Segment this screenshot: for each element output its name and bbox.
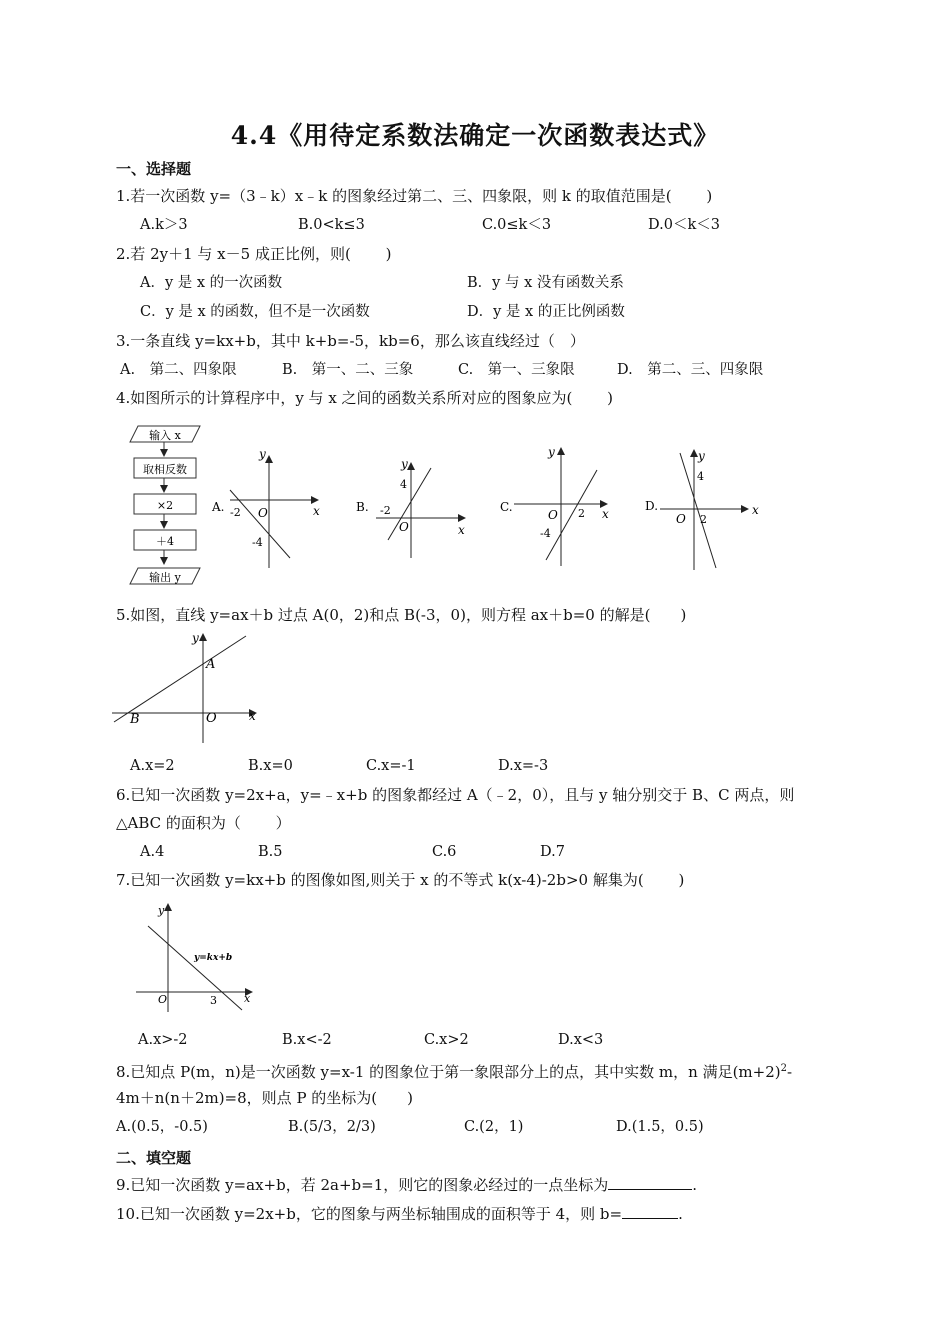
q7-line-label: y=kx+b	[194, 953, 233, 963]
q10-stem: 10.已知一次函数 y=2x+b，它的图象与两坐标轴围成的面积等于 4，则 b=	[116, 1205, 623, 1223]
graph-a-tick-y: -4	[252, 536, 263, 549]
q6-option-d: D.7	[540, 844, 565, 860]
graph-d-label: D.	[645, 499, 659, 513]
q5-origin: O	[206, 711, 217, 726]
q6-option-a: A.4	[140, 844, 165, 860]
q3-option-d: D. 第二、三、四象限	[617, 362, 764, 378]
q9-answer-blank[interactable]	[608, 1175, 692, 1190]
graph-d-y-label: y	[698, 449, 705, 463]
graph-b-origin: O	[399, 520, 409, 534]
q4-graph-c	[500, 445, 609, 566]
q4-graph-d	[645, 449, 759, 570]
question-4-stem: 4.如图所示的计算程序中，y 与 x 之间的函数关系所对应的图象应为( )	[116, 389, 614, 407]
q5-option-b: B.x=0	[248, 758, 293, 774]
question-9	[116, 1175, 697, 1195]
q9-stem: 9.已知一次函数 y=ax+b，若 2a+b=1，则它的图象必经过的一点坐标为	[116, 1176, 609, 1194]
q1-option-b: B.0<k≤3	[298, 217, 365, 233]
question-6-stem: 6.已知一次函数 y=2x+a，y=﹣x+b 的图象都经过 A（﹣2，0），且与 y 轴分别交于 B、C 两点，则	[116, 786, 795, 804]
graph-b-tick-x: -2	[380, 504, 391, 517]
flow-output: 输出 y	[149, 571, 181, 584]
q8-stem-tail: -	[787, 1063, 793, 1081]
question-8-stem-cont: 4m＋n(n＋2m)=8，则点 P 的坐标为( )	[116, 1089, 414, 1107]
q8-option-d: D.(1.5，0.5)	[616, 1119, 704, 1135]
graph-a-tick-x: -2	[230, 506, 241, 519]
q5-x-label: x	[249, 709, 256, 723]
graph-b-x-label: x	[458, 523, 465, 537]
q3-option-b: B. 第一、二、三象	[282, 362, 414, 378]
q8-option-a: A.(0.5，-0.5)	[116, 1119, 208, 1135]
q10-answer-blank[interactable]	[622, 1204, 678, 1219]
graph-b-tick-y: 4	[400, 478, 407, 491]
q8-option-b: B.(5/3，2/3)	[288, 1119, 376, 1135]
q9-end: .	[692, 1176, 698, 1194]
q8-superscript: 2	[780, 1063, 787, 1074]
graph-d-origin: O	[676, 512, 686, 526]
q7-option-c: C.x>2	[424, 1032, 469, 1048]
graph-d-tick-y: 4	[697, 470, 704, 483]
q2-option-a: A．y 是 x 的一次函数	[140, 275, 283, 291]
graph-c-y-label: y	[548, 445, 555, 459]
question-6-stem-cont: △ABC 的面积为（ ）	[116, 814, 291, 832]
flow-negate: 取相反数	[143, 463, 187, 476]
q7-option-d: D.x<3	[558, 1032, 604, 1048]
q3-option-a: A. 第二、四象限	[120, 362, 237, 378]
q8-option-c: C.(2，1)	[464, 1119, 524, 1135]
q4-figure	[120, 418, 770, 593]
graph-a-origin: O	[258, 506, 268, 520]
q7-x-label: x	[244, 992, 251, 1005]
q5-y-label: y	[192, 631, 199, 645]
q7-option-b: B.x<-2	[282, 1032, 332, 1048]
q2-option-b: B．y 与 x 没有函数关系	[467, 275, 624, 291]
page-title: 4.4《用待定系数法确定一次函数表达式》	[230, 121, 720, 150]
flow-plus-four: ＋4	[156, 535, 174, 548]
q8-stem-main: 8.已知点 P(m，n)是一次函数 y=x-1 的图象位于第一象限部分上的点，其中实数 m，n 满足(m+2)	[116, 1063, 781, 1081]
q5-point-b: B	[130, 712, 140, 727]
graph-d-tick-x: 2	[700, 513, 707, 526]
graph-b-label: B.	[356, 500, 369, 514]
question-8-stem	[116, 1059, 792, 1082]
question-7-stem: 7.已知一次函数 y=kx+b 的图像如图,则关于 x 的不等式 k(x-4)-2b>0 解集为( )	[116, 871, 685, 889]
q1-option-d: D.0＜k＜3	[648, 217, 720, 233]
q5-option-d: D.x=-3	[498, 758, 549, 774]
graph-c-origin: O	[548, 508, 558, 522]
q1-option-a: A.k＞3	[140, 217, 188, 233]
flow-input: 输入 x	[149, 429, 181, 442]
question-3-stem: 3.一条直线 y=kx+b，其中 k+b=-5，kb=6，那么该直线经过（ ）	[116, 332, 585, 350]
graph-a-label: A.	[212, 500, 225, 514]
question-2-stem: 2.若 2y＋1 与 x－5 成正比例，则( )	[116, 245, 392, 263]
graph-a-y-label: y	[259, 447, 266, 461]
q5-point-a: A	[206, 657, 216, 672]
q6-option-c: C.6	[432, 844, 457, 860]
flow-times-two: ×2	[156, 499, 174, 512]
q5-figure	[108, 628, 268, 748]
graph-c-tick-y: -4	[540, 527, 551, 540]
q7-figure	[128, 898, 268, 1020]
q7-option-a: A.x>-2	[138, 1032, 188, 1048]
q2-option-c: C．y 是 x 的函数，但不是一次函数	[140, 304, 370, 320]
graph-c-x-label: x	[602, 507, 609, 521]
graph-d-x-label: x	[752, 503, 759, 517]
q7-origin: O	[158, 993, 168, 1006]
q4-graph-a	[211, 447, 320, 568]
q10-end: .	[678, 1205, 683, 1223]
q5-option-a: A.x=2	[130, 758, 175, 774]
q7-y-label: y	[158, 904, 165, 917]
graph-c-label: C.	[500, 500, 513, 514]
graph-b-y-label: y	[401, 457, 408, 471]
graph-a-x-label: x	[313, 504, 320, 518]
q1-option-c: C.0≤k＜3	[482, 217, 552, 233]
q4-graph-b	[356, 457, 465, 558]
q3-option-c: C. 第一、三象限	[458, 362, 575, 378]
q2-option-d: D．y 是 x 的正比例函数	[467, 304, 625, 320]
q6-option-b: B.5	[258, 844, 283, 860]
question-10	[116, 1204, 683, 1224]
question-1-stem: 1.若一次函数 y=（3﹣k）x﹣k 的图象经过第二、三、四象限，则 k 的取值范围是( )	[116, 187, 713, 205]
q5-option-c: C.x=-1	[366, 758, 416, 774]
section-choice-heading: 一、选择题	[116, 160, 192, 178]
q7-tick-3: 3	[210, 994, 217, 1007]
graph-c-tick-x: 2	[578, 507, 585, 520]
section-fill-heading: 二、填空题	[116, 1149, 192, 1167]
question-5-stem: 5.如图，直线 y=ax＋b 过点 A(0，2)和点 B(-3，0)，则方程 ax＋b=0 的解是( )	[116, 606, 687, 624]
